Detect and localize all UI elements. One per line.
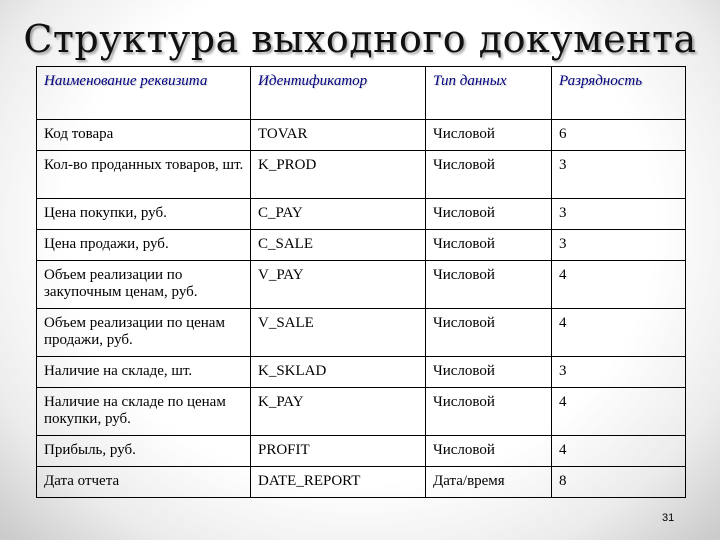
cell-data-type: Числовой (426, 199, 552, 230)
cell-data-type: Числовой (426, 230, 552, 261)
cell-digit-capacity: 8 (552, 467, 686, 498)
cell-data-type: Числовой (426, 151, 552, 199)
table-header-row (37, 67, 686, 120)
header-cell-digit-capacity: Разрядность (552, 67, 686, 120)
document-structure-table (36, 66, 686, 498)
table-row (37, 230, 686, 261)
cell-digit-capacity: 3 (552, 199, 686, 230)
cell-data-type: Числовой (426, 261, 552, 309)
cell-identifier: K_SKLAD (251, 357, 426, 388)
cell-name: Дата отчета (37, 467, 251, 498)
header-cell-identifier: Идентификатор (251, 67, 426, 120)
table-row (37, 467, 686, 498)
cell-digit-capacity: 3 (552, 357, 686, 388)
cell-identifier: C_PAY (251, 199, 426, 230)
cell-data-type: Числовой (426, 309, 552, 357)
cell-data-type: Дата/время (426, 467, 552, 498)
table-row (37, 199, 686, 230)
cell-digit-capacity: 3 (552, 230, 686, 261)
cell-digit-capacity: 4 (552, 309, 686, 357)
cell-name: Объем реализации по закупочным ценам, руб. (37, 261, 251, 309)
header-cell-data-type: Тип данных (426, 67, 552, 120)
cell-data-type: Числовой (426, 120, 552, 151)
cell-digit-capacity: 4 (552, 436, 686, 467)
cell-identifier: K_PROD (251, 151, 426, 199)
page-title: Структура выходного документа (23, 17, 697, 61)
table-row (37, 120, 686, 151)
cell-data-type: Числовой (426, 436, 552, 467)
cell-name: Цена продажи, руб. (37, 230, 251, 261)
table-row (37, 151, 686, 199)
table-row (37, 357, 686, 388)
cell-digit-capacity: 6 (552, 120, 686, 151)
cell-identifier: C_SALE (251, 230, 426, 261)
cell-data-type: Числовой (426, 357, 552, 388)
cell-name: Наличие на складе, шт. (37, 357, 251, 388)
cell-identifier: V_SALE (251, 309, 426, 357)
cell-name: Код товара (37, 120, 251, 151)
cell-name: Цена покупки, руб. (37, 199, 251, 230)
cell-digit-capacity: 3 (552, 151, 686, 199)
header-cell-name: Наименование реквизита (37, 67, 251, 120)
table-row (37, 261, 686, 309)
cell-identifier: K_PAY (251, 388, 426, 436)
cell-name: Объем реализации по ценам продажи, руб. (37, 309, 251, 357)
table-row (37, 436, 686, 467)
page-number: 31 (662, 512, 675, 524)
cell-identifier: PROFIT (251, 436, 426, 467)
cell-name: Прибыль, руб. (37, 436, 251, 467)
cell-digit-capacity: 4 (552, 388, 686, 436)
cell-name: Кол-во проданных товаров, шт. (37, 151, 251, 199)
table-row (37, 388, 686, 436)
cell-name: Наличие на складе по ценам покупки, руб. (37, 388, 251, 436)
cell-digit-capacity: 4 (552, 261, 686, 309)
cell-identifier: TOVAR (251, 120, 426, 151)
table-row (37, 309, 686, 357)
cell-identifier: V_PAY (251, 261, 426, 309)
cell-identifier: DATE_REPORT (251, 467, 426, 498)
cell-data-type: Числовой (426, 388, 552, 436)
